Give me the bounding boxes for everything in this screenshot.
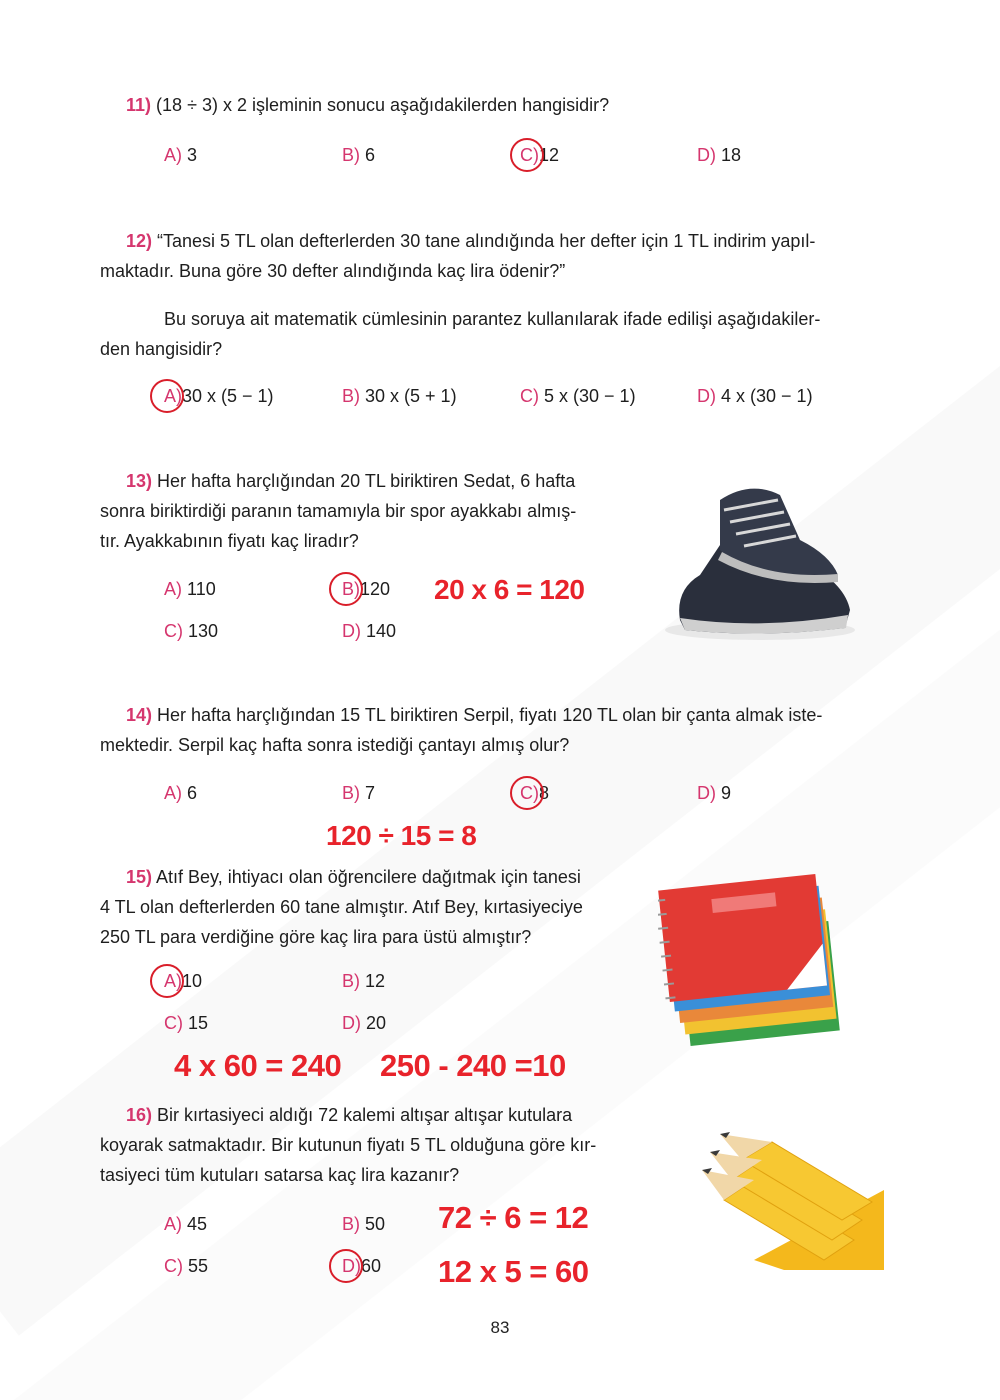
option-letter: A)	[164, 1214, 182, 1234]
option-value: 3	[187, 145, 198, 165]
handwritten-work: 250 - 240 =10	[380, 1048, 566, 1083]
option-value: 140	[366, 621, 397, 641]
option-value: 10	[182, 971, 203, 991]
option-d[interactable]	[342, 1012, 386, 1034]
option-letter: D)	[697, 386, 716, 406]
question-13	[100, 466, 620, 556]
question-text: mektedir. Serpil kaç hafta sonra istediği çantayı almış olur?	[100, 735, 570, 755]
option-value: 55	[188, 1256, 209, 1276]
question-number: 16)	[126, 1105, 153, 1125]
question-text: Bu soruya ait matematik cümlesinin parantez kullanılarak ifade edilişi aşağıdakiler-	[164, 309, 821, 329]
question-text: 250 TL para verdiğine göre kaç lira para üstü almıştır?	[100, 927, 532, 947]
option-letter: A)	[164, 579, 182, 599]
option-value: 4 x (30 − 1)	[721, 386, 813, 406]
option-value: 60	[361, 1256, 382, 1276]
option-value: 18	[721, 145, 742, 165]
option-d[interactable]	[697, 782, 731, 804]
pencils-image	[684, 1130, 884, 1270]
option-d[interactable]	[342, 620, 396, 642]
handwritten-work: 72 ÷ 6 = 12	[438, 1200, 589, 1235]
option-letter: C)	[520, 145, 539, 165]
question-14	[100, 700, 890, 760]
answer-circle	[150, 379, 184, 413]
option-letter: C)	[164, 1013, 183, 1033]
option-value: 20	[366, 1013, 387, 1033]
option-value: 130	[188, 621, 219, 641]
question-number: 13)	[126, 471, 153, 491]
question-text: Bir kırtasiyeci aldığı 72 kalemi altışar altışar kutulara	[157, 1105, 573, 1125]
option-letter: A)	[164, 145, 182, 165]
option-value: 45	[187, 1214, 208, 1234]
question-11	[126, 90, 886, 120]
option-value: 9	[721, 783, 732, 803]
option-letter: B)	[342, 1214, 360, 1234]
option-a[interactable]	[164, 1213, 207, 1235]
option-letter: B)	[342, 145, 360, 165]
option-letter: C)	[164, 621, 183, 641]
option-value: 5 x (30 − 1)	[544, 386, 636, 406]
question-text: tasiyeci tüm kutuları satarsa kaç lira kazanır?	[100, 1165, 460, 1185]
answer-circle	[150, 964, 184, 998]
option-letter: A)	[164, 386, 182, 406]
option-b[interactable]	[342, 144, 375, 166]
answer-circle	[329, 1249, 363, 1283]
option-b[interactable]	[342, 385, 457, 407]
option-c[interactable]	[164, 1012, 208, 1034]
option-value: 12	[539, 145, 560, 165]
option-c[interactable]	[164, 1255, 208, 1277]
option-letter: B)	[342, 579, 360, 599]
option-value: 15	[188, 1013, 209, 1033]
option-letter: D)	[342, 1013, 361, 1033]
option-value: 8	[539, 783, 550, 803]
option-letter: B)	[342, 783, 360, 803]
question-text: sonra biriktirdiği paranın tamamıyla bir spor ayakkabı almış-	[100, 501, 577, 521]
option-value: 30 x (5 − 1)	[182, 386, 274, 406]
option-value: 30 x (5 + 1)	[365, 386, 457, 406]
question-number: 11)	[126, 95, 152, 115]
option-a[interactable]	[164, 578, 216, 600]
notebooks-image	[658, 870, 868, 1050]
handwritten-work: 20 x 6 = 120	[434, 574, 585, 605]
question-text: koyarak satmaktadır. Bir kutunun fiyatı 5 TL olduğuna göre kır-	[100, 1135, 597, 1155]
option-letter: A)	[164, 783, 182, 803]
handwritten-work: 12 x 5 = 60	[438, 1254, 589, 1289]
handwritten-work: 4 x 60 = 240	[174, 1048, 342, 1083]
option-a[interactable]	[164, 782, 197, 804]
question-text: (18 ÷ 3) x 2 işleminin sonucu aşağıdakilerden hangisidir?	[156, 95, 610, 115]
page-number: 83	[490, 1318, 510, 1337]
question-number: 14)	[126, 705, 153, 725]
option-b[interactable]	[342, 782, 375, 804]
question-text: maktadır. Buna göre 30 defter alındığında kaç lira ödenir?”	[100, 261, 566, 281]
question-12	[100, 226, 890, 364]
option-letter: B)	[342, 386, 360, 406]
option-value: 110	[187, 579, 216, 599]
handwritten-work: 120 ÷ 15 = 8	[326, 820, 477, 851]
option-letter: D)	[342, 621, 361, 641]
option-letter: C)	[520, 783, 539, 803]
option-letter: C)	[164, 1256, 183, 1276]
option-c[interactable]	[164, 620, 218, 642]
option-d[interactable]	[697, 385, 813, 407]
sneaker-image	[660, 470, 860, 650]
option-value: 50	[365, 1214, 386, 1234]
option-a[interactable]	[164, 144, 197, 166]
option-b[interactable]	[342, 1213, 385, 1235]
answer-circle	[329, 572, 363, 606]
answer-circle	[510, 138, 544, 172]
option-value: 120	[360, 579, 391, 599]
answer-circle	[510, 776, 544, 810]
option-letter: D)	[697, 145, 716, 165]
question-15	[100, 862, 630, 952]
question-text: Her hafta harçlığından 15 TL biriktiren Serpil, fiyatı 120 TL olan bir çanta almak iste-	[157, 705, 823, 725]
option-letter: D)	[697, 783, 716, 803]
question-16	[100, 1100, 630, 1190]
question-text: Atıf Bey, ihtiyacı olan öğrencilere dağıtmak için tanesi	[156, 867, 581, 887]
question-number: 15)	[126, 867, 153, 887]
option-value: 12	[365, 971, 386, 991]
question-text: tır. Ayakkabının fiyatı kaç liradır?	[100, 531, 359, 551]
question-text: “Tanesi 5 TL olan defterlerden 30 tane alındığında her defter için 1 TL indirim yapıl-	[157, 231, 816, 251]
question-text: den hangisidir?	[100, 339, 223, 359]
option-letter: A)	[164, 971, 182, 991]
option-value: 7	[365, 783, 376, 803]
question-text: 4 TL olan defterlerden 60 tane almıştır. Atıf Bey, kırtasiyeciye	[100, 897, 583, 917]
option-b[interactable]	[342, 970, 385, 992]
question-number: 12)	[126, 231, 153, 251]
option-value: 6	[187, 783, 198, 803]
option-d[interactable]	[697, 144, 741, 166]
option-letter: D)	[342, 1256, 361, 1276]
option-letter: B)	[342, 971, 360, 991]
option-letter: C)	[520, 386, 539, 406]
option-c[interactable]	[520, 385, 636, 407]
option-value: 6	[365, 145, 376, 165]
question-text: Her hafta harçlığından 20 TL biriktiren Sedat, 6 hafta	[157, 471, 576, 491]
